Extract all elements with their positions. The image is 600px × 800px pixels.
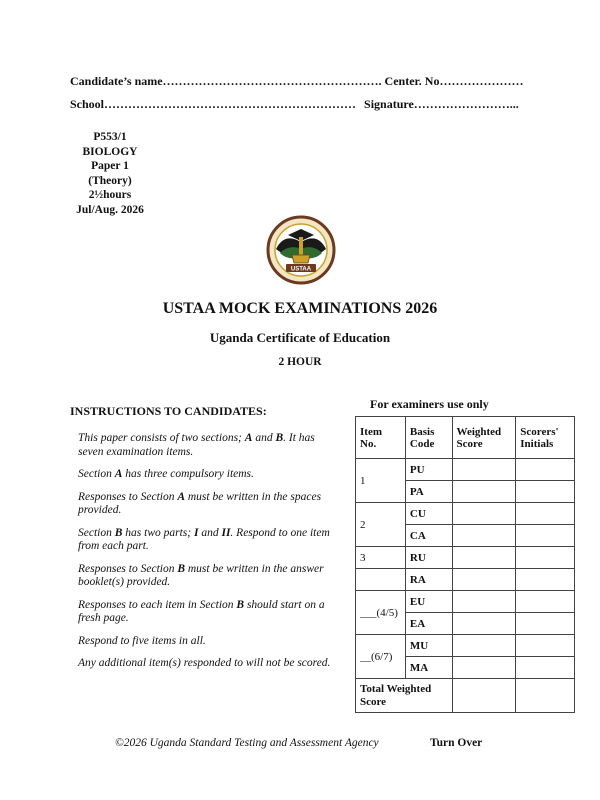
examiners-score-table — [355, 416, 575, 713]
scorer-initials-cell[interactable] — [516, 481, 575, 503]
item-number-cell: ___(4/5) — [356, 591, 406, 635]
scorer-initials-cell[interactable] — [516, 547, 575, 569]
instruction-item: Section A has three compulsory items. — [78, 468, 254, 480]
weighted-score-cell[interactable] — [452, 613, 516, 635]
basis-code-cell: PA — [405, 481, 452, 503]
instruction-item: Section B has two parts; I and II. Respond to one item from each part. — [78, 526, 330, 552]
header-scorers-initials: Scorers' Initials — [516, 417, 575, 459]
basis-code-cell: RA — [405, 569, 452, 591]
table-row — [356, 503, 575, 525]
weighted-score-cell[interactable] — [452, 591, 516, 613]
total-weighted-score-label: Total Weighted Score — [356, 679, 453, 713]
header-basis-code: Basis Code — [405, 417, 452, 459]
table-row — [356, 569, 575, 591]
weighted-score-cell[interactable] — [452, 503, 516, 525]
item-number-cell: 3 — [356, 547, 406, 569]
examiners-title: For examiners use only — [370, 397, 489, 411]
table-row — [356, 635, 575, 657]
basis-code-cell: EA — [405, 613, 452, 635]
item-number-cell: 2 — [356, 503, 406, 547]
school-label: School……………………………………………………… — [70, 97, 357, 111]
basis-code-cell: PU — [405, 459, 452, 481]
instructions-heading: INSTRUCTIONS TO CANDIDATES: — [70, 404, 267, 418]
scorer-initials-cell[interactable] — [516, 525, 575, 547]
instruction-item: Responses to Section A must be written in the spaces provided. — [78, 490, 322, 516]
basis-code-cell: CA — [405, 525, 452, 547]
table-row — [356, 459, 575, 481]
weighted-score-cell[interactable] — [452, 525, 516, 547]
item-number-cell: __(6/7) — [356, 635, 406, 679]
logo-text: USTAA — [290, 266, 312, 273]
instruction-item: This paper consists of two sections; A and B. It has seven examination items. — [78, 432, 315, 458]
basis-code-cell: EU — [405, 591, 452, 613]
scorer-initials-cell[interactable] — [516, 657, 575, 679]
item-number-cell: 1 — [356, 459, 406, 503]
weighted-score-cell[interactable] — [452, 547, 516, 569]
table-header-row — [356, 417, 575, 459]
paper-number: Paper 1 — [91, 160, 129, 172]
paper-type: (Theory) — [88, 174, 132, 187]
ustaa-logo — [266, 215, 336, 285]
scorer-initials-cell[interactable] — [516, 459, 575, 481]
scorer-initials-cell[interactable] — [516, 569, 575, 591]
scorer-initials-cell[interactable] — [516, 591, 575, 613]
instruction-item: Respond to five items in all. — [78, 634, 206, 647]
candidate-name-center-line — [70, 74, 523, 89]
header-weighted-score: Weighted Score — [452, 417, 516, 459]
instruction-item: Responses to each item in Section B should start on a fresh page. — [78, 598, 325, 624]
table-row-total — [356, 679, 575, 713]
table-row — [356, 591, 575, 613]
certificate-title: Uganda Certificate of Education — [209, 330, 391, 345]
signature-label: Signature……………………... — [364, 97, 519, 111]
exam-duration: 2 HOUR — [278, 356, 322, 368]
weighted-score-cell[interactable] — [452, 657, 516, 679]
paper-duration: 2½hours — [88, 189, 132, 201]
weighted-score-cell[interactable] — [452, 481, 516, 503]
scorer-initials-cell[interactable] — [516, 613, 575, 635]
footer-turn-over: Turn Over — [430, 737, 483, 749]
paper-code: P553/1 — [93, 131, 127, 143]
basis-code-cell: RU — [405, 547, 452, 569]
instruction-item: Any additional item(s) responded to will not be scored. — [78, 657, 331, 669]
instructions-list — [78, 432, 336, 680]
instruction-item: Responses to Section B must be written in the answer booklet(s) provided. — [78, 562, 324, 588]
header-item-no: Item No. — [356, 417, 406, 459]
paper-info — [70, 130, 150, 217]
paper-date: Jul/Aug. 2026 — [76, 203, 144, 216]
paper-subject: BIOLOGY — [82, 145, 138, 158]
scorer-initials-cell[interactable] — [516, 635, 575, 657]
basis-code-cell: MA — [405, 657, 452, 679]
basis-code-cell: MU — [405, 635, 452, 657]
candidate-name-label: Candidate’s name………………………………………………. Center. No………………… — [70, 74, 524, 88]
exam-title: USTAA MOCK EXAMINATIONS 2026 — [162, 300, 438, 317]
school-signature-line — [70, 97, 519, 112]
total-weighted-score-cell[interactable] — [452, 679, 516, 713]
footer-copyright: ©2026 Uganda Standard Testing and Assessment Agency — [115, 737, 379, 749]
item-number-cell — [356, 569, 406, 591]
weighted-score-cell[interactable] — [452, 569, 516, 591]
weighted-score-cell[interactable] — [452, 635, 516, 657]
table-row — [356, 547, 575, 569]
scorer-initials-cell[interactable] — [516, 503, 575, 525]
basis-code-cell: CU — [405, 503, 452, 525]
total-initials-cell[interactable] — [516, 679, 575, 713]
weighted-score-cell[interactable] — [452, 459, 516, 481]
